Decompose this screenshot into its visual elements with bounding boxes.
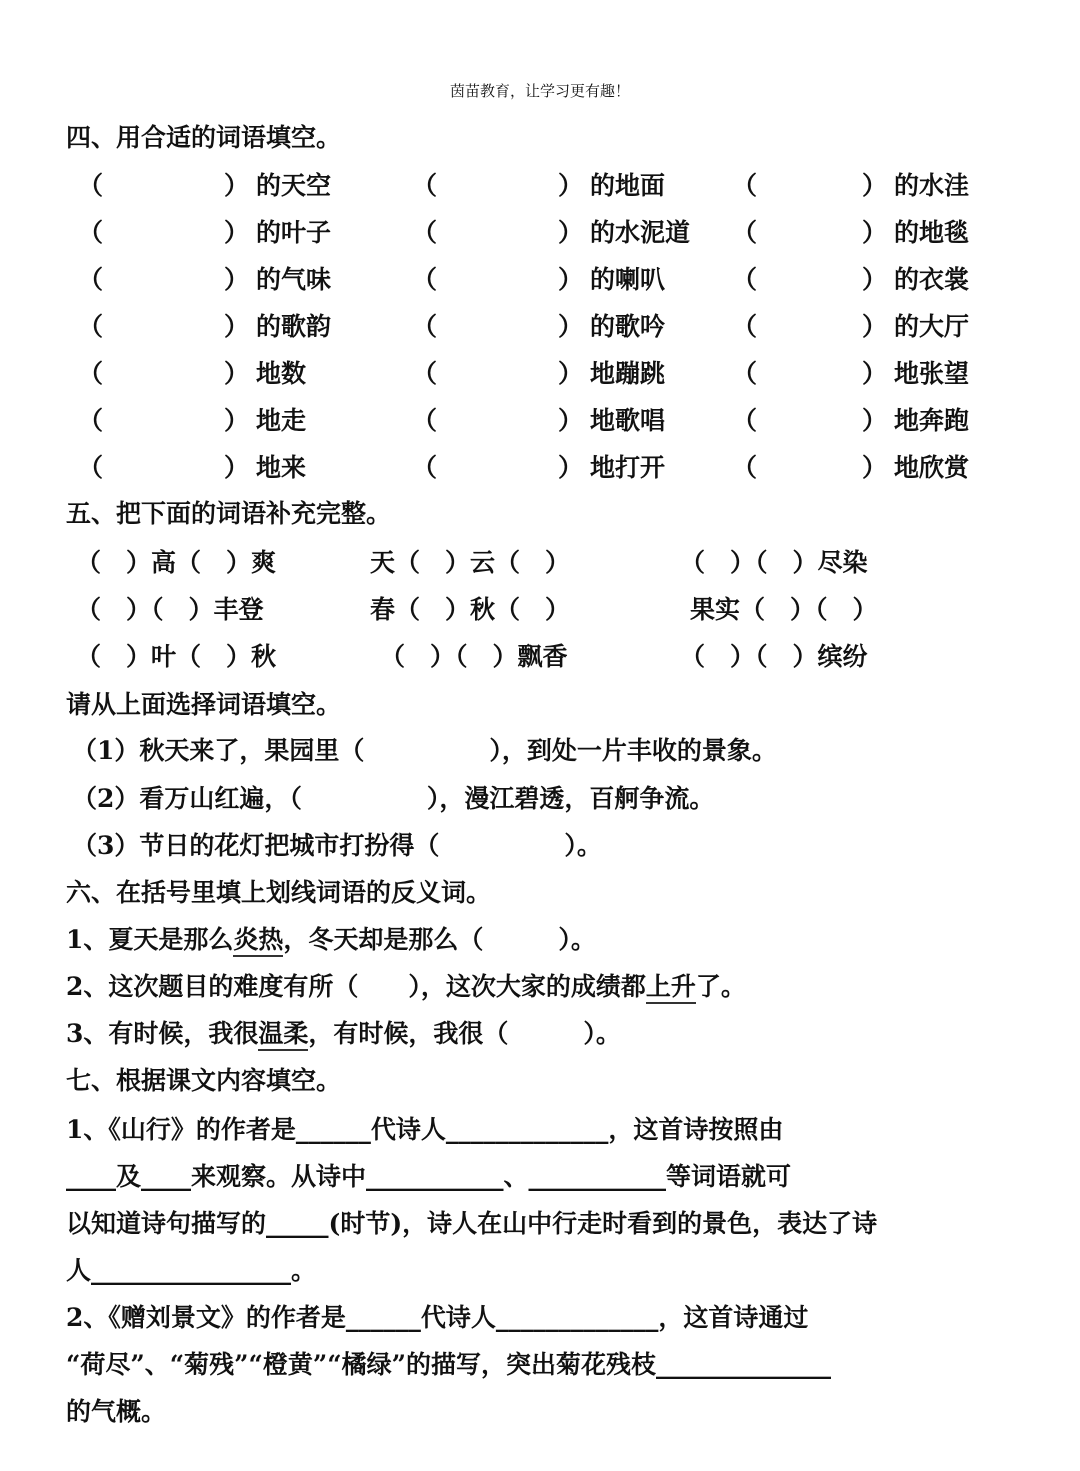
fill-word: 的气味 xyxy=(256,265,332,294)
blank-open-paren[interactable]: （ xyxy=(78,218,104,247)
poem-question-line[interactable]: 1、《山行》的作者是______代诗人_____________，这首诗按照由 xyxy=(66,1115,784,1144)
fill-word: 的水洼 xyxy=(894,171,970,200)
blank-close-paren[interactable]: ） xyxy=(558,218,584,247)
idiom-blank[interactable]: 春（ ）秋（ ） xyxy=(370,595,571,624)
idiom-blank[interactable]: （ ）（ ）丰登 xyxy=(76,595,264,624)
fill-word: 的水泥道 xyxy=(590,218,691,247)
blank-close-paren[interactable]: ） xyxy=(862,171,888,200)
fill-row xyxy=(66,307,1016,341)
section-6-title: 六、在括号里填上划线词语的反义词。 xyxy=(66,878,492,907)
fill-word: 地打开 xyxy=(590,453,666,482)
idiom-row xyxy=(66,543,1016,577)
blank-open-paren[interactable]: （ xyxy=(412,171,438,200)
poem-question-line[interactable]: “荷尽”、“菊残”“橙黄”“橘绿”的描写，突出菊花残枝______________ xyxy=(66,1350,832,1379)
fill-word: 的衣裳 xyxy=(894,265,970,294)
fill-word: 的大厅 xyxy=(894,312,970,341)
fill-row xyxy=(66,448,1016,482)
poem-question-line[interactable]: 的气概。 xyxy=(66,1397,167,1426)
blank-close-paren[interactable]: ） xyxy=(558,406,584,435)
question-text: 2、这次题目的难度有所（ ），这次大家的成绩都 xyxy=(66,972,646,1001)
poem-question-line[interactable]: 2、《赠刘景文》的作者是______代诗人_____________，这首诗通过 xyxy=(66,1303,809,1332)
fill-word: 地数 xyxy=(256,359,307,388)
underlined-word: 温柔 xyxy=(258,1019,308,1051)
idiom-row xyxy=(66,637,1016,671)
blank-open-paren[interactable]: （ xyxy=(732,359,758,388)
question-text: ，冬天却是那么（ ）。 xyxy=(283,925,596,954)
underlined-word: 炎热 xyxy=(233,925,283,957)
section-7-title: 七、根据课文内容填空。 xyxy=(66,1066,342,1095)
blank-open-paren[interactable]: （ xyxy=(78,312,104,341)
antonym-question-1[interactable] xyxy=(66,920,596,956)
fill-row xyxy=(66,213,1016,247)
fill-word: 的叶子 xyxy=(256,218,332,247)
fill-row xyxy=(66,260,1016,294)
blank-open-paren[interactable]: （ xyxy=(412,218,438,247)
poem-question-line[interactable]: 人________________。 xyxy=(66,1256,317,1285)
blank-open-paren[interactable]: （ xyxy=(412,453,438,482)
blank-close-paren[interactable]: ） xyxy=(862,453,888,482)
fill-word: 地奔跑 xyxy=(894,406,970,435)
fill-word: 地走 xyxy=(256,406,307,435)
antonym-question-2[interactable] xyxy=(66,967,746,1003)
blank-close-paren[interactable]: ） xyxy=(862,218,888,247)
fill-word: 的地面 xyxy=(590,171,666,200)
blank-open-paren[interactable]: （ xyxy=(732,453,758,482)
blank-open-paren[interactable]: （ xyxy=(732,171,758,200)
idiom-blank[interactable]: （ ）（ ）尽染 xyxy=(680,548,868,577)
blank-close-paren[interactable]: ） xyxy=(558,265,584,294)
fill-row xyxy=(66,401,1016,435)
blank-close-paren[interactable]: ） xyxy=(224,406,250,435)
idiom-blank[interactable]: （ ）叶（ ）秋 xyxy=(76,642,277,671)
fill-row xyxy=(66,166,1016,200)
fill-word: 地张望 xyxy=(894,359,970,388)
blank-close-paren[interactable]: ） xyxy=(862,406,888,435)
blank-open-paren[interactable]: （ xyxy=(78,406,104,435)
underlined-word: 上升 xyxy=(646,972,696,1004)
blank-open-paren[interactable]: （ xyxy=(78,359,104,388)
fill-word: 的地毯 xyxy=(894,218,970,247)
blank-open-paren[interactable]: （ xyxy=(78,265,104,294)
blank-close-paren[interactable]: ） xyxy=(224,453,250,482)
blank-close-paren[interactable]: ） xyxy=(224,359,250,388)
fill-word: 的歌韵 xyxy=(256,312,332,341)
page-header: 茵苗教育，让学习更有趣！ xyxy=(449,82,630,100)
blank-close-paren[interactable]: ） xyxy=(224,218,250,247)
blank-close-paren[interactable]: ） xyxy=(558,171,584,200)
blank-close-paren[interactable]: ） xyxy=(224,312,250,341)
fill-question-2[interactable]: （2）看万山红遍，（ ），漫江碧透，百舸争流。 xyxy=(72,784,715,813)
blank-close-paren[interactable]: ） xyxy=(862,312,888,341)
fill-row xyxy=(66,354,1016,388)
section-5-subtitle: 请从上面选择词语填空。 xyxy=(66,690,342,719)
blank-open-paren[interactable]: （ xyxy=(732,265,758,294)
fill-word: 的天空 xyxy=(256,171,332,200)
blank-close-paren[interactable]: ） xyxy=(224,171,250,200)
idiom-blank[interactable]: 天（ ）云（ ） xyxy=(370,548,571,577)
blank-open-paren[interactable]: （ xyxy=(732,218,758,247)
section-4-title: 四、用合适的词语填空。 xyxy=(66,123,342,152)
fill-question-3[interactable]: （3）节日的花灯把城市打扮得（ ）。 xyxy=(72,831,602,860)
blank-open-paren[interactable]: （ xyxy=(732,406,758,435)
idiom-blank[interactable]: （ ）高（ ）爽 xyxy=(76,548,277,577)
blank-close-paren[interactable]: ） xyxy=(558,359,584,388)
idiom-blank[interactable]: （ ）（ ）飘香 xyxy=(380,642,568,671)
blank-close-paren[interactable]: ） xyxy=(862,359,888,388)
blank-open-paren[interactable]: （ xyxy=(412,406,438,435)
blank-close-paren[interactable]: ） xyxy=(224,265,250,294)
blank-close-paren[interactable]: ） xyxy=(558,453,584,482)
poem-question-line[interactable]: ____及____来观察。从诗中___________、___________等词语就可 xyxy=(66,1162,792,1191)
fill-question-1[interactable]: （1）秋天来了，果园里（ ），到处一片丰收的景象。 xyxy=(72,736,777,765)
blank-open-paren[interactable]: （ xyxy=(412,312,438,341)
poem-question-line[interactable]: 以知道诗句描写的_____(时节)，诗人在山中行走时看到的景色，表达了诗 xyxy=(66,1209,878,1238)
question-text: 了。 xyxy=(695,972,746,1001)
blank-open-paren[interactable]: （ xyxy=(412,265,438,294)
antonym-question-3[interactable] xyxy=(66,1014,621,1050)
fill-word: 的歌吟 xyxy=(590,312,666,341)
blank-open-paren[interactable]: （ xyxy=(78,453,104,482)
idiom-row xyxy=(66,590,1016,624)
blank-close-paren[interactable]: ） xyxy=(862,265,888,294)
section-5-title: 五、把下面的词语补充完整。 xyxy=(66,499,392,528)
blank-open-paren[interactable]: （ xyxy=(412,359,438,388)
idiom-blank[interactable]: （ ）（ ）缤纷 xyxy=(680,642,868,671)
fill-word: 地蹦跳 xyxy=(590,359,666,388)
question-text: ，有时候，我很（ ）。 xyxy=(308,1019,621,1048)
fill-word: 地来 xyxy=(256,453,307,482)
question-text: 1、夏天是那么 xyxy=(66,925,234,954)
blank-close-paren[interactable]: ） xyxy=(558,312,584,341)
question-text: 3、有时候，我很 xyxy=(66,1019,259,1048)
fill-word: 的喇叭 xyxy=(590,265,666,294)
idiom-blank[interactable]: 果实（ ）（ ） xyxy=(690,595,878,624)
fill-word: 地欣赏 xyxy=(894,453,970,482)
fill-word: 地歌唱 xyxy=(590,406,666,435)
blank-open-paren[interactable]: （ xyxy=(78,171,104,200)
blank-open-paren[interactable]: （ xyxy=(732,312,758,341)
